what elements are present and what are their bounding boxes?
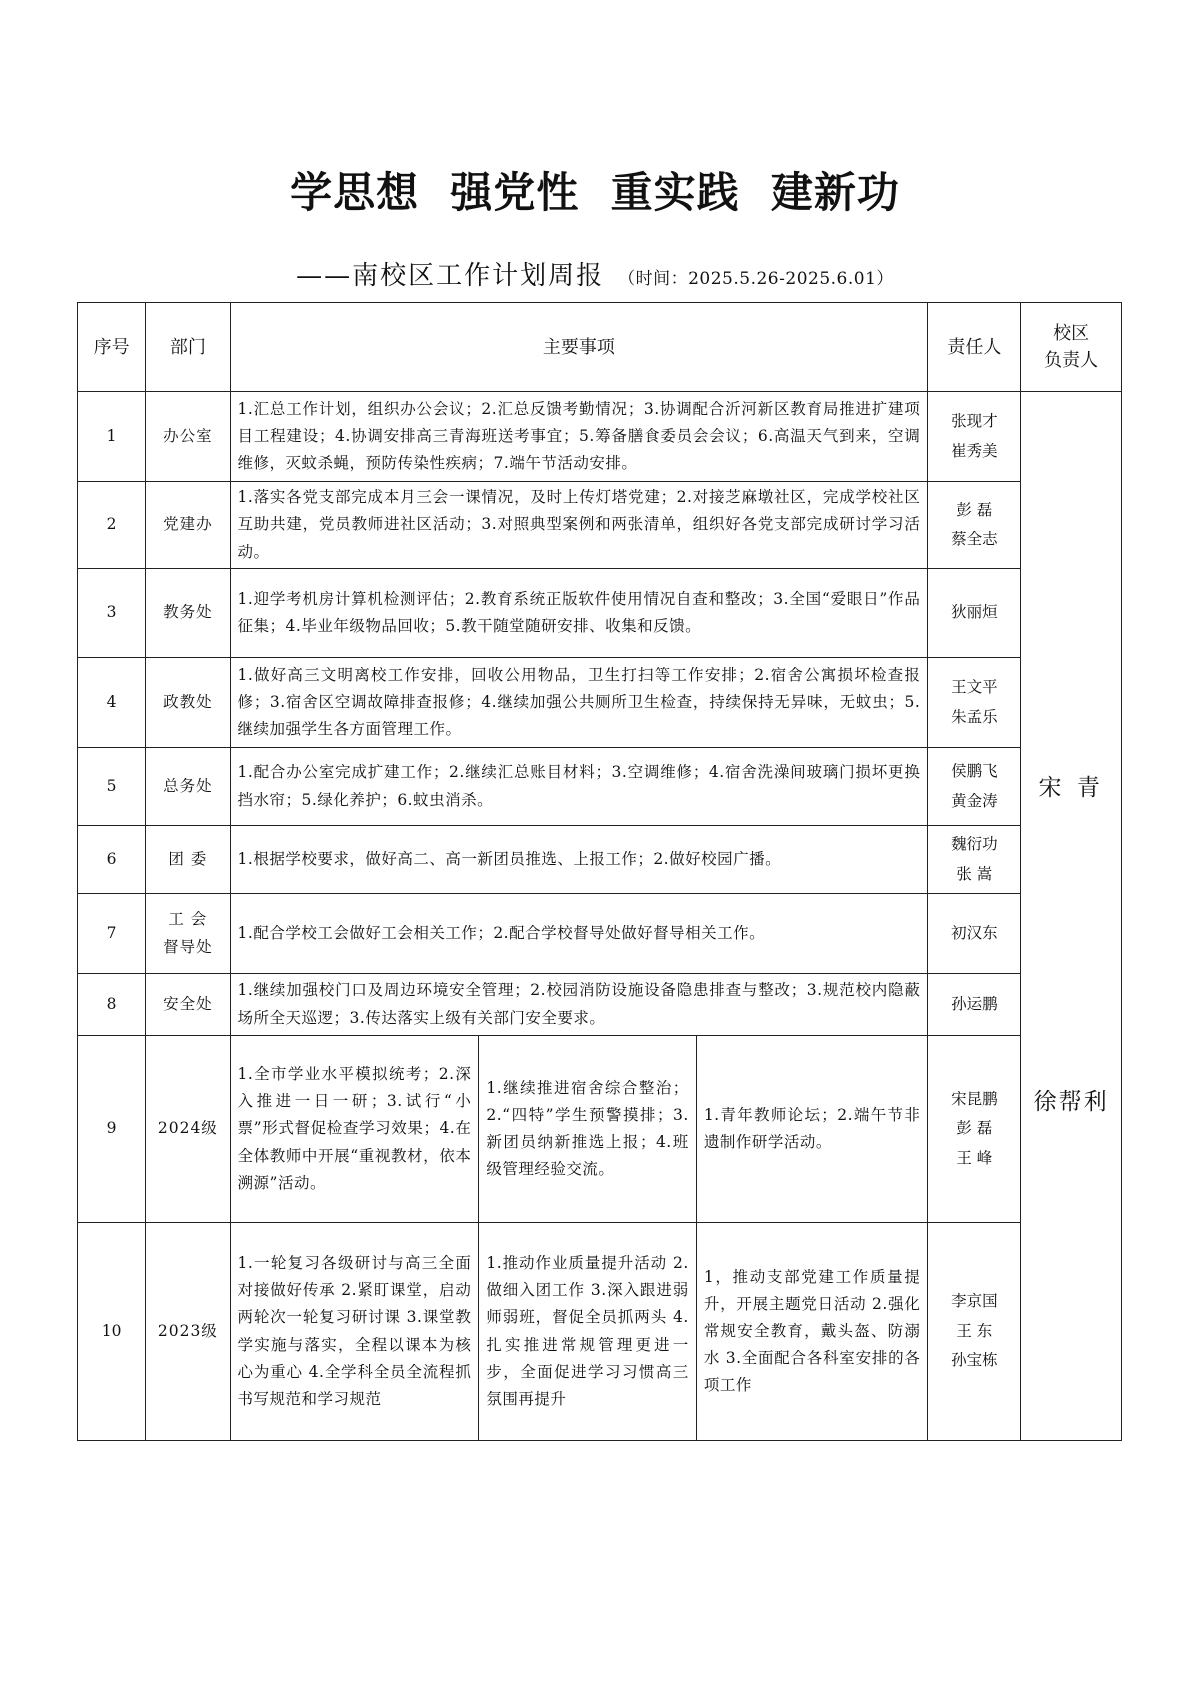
row-tasks: 1.配合办公室完成扩建工作；2.继续汇总账目材料；3.空调维修；4.宿舍洗澡间玻璃门损坏更换挡水帘；5.绿化养护；6.蚊虫消杀。 <box>230 748 928 826</box>
row-dept: 工 会 督导处 <box>146 894 230 974</box>
row-responsible: 彭 磊 蔡全志 <box>928 482 1021 569</box>
row-no: 3 <box>78 569 146 658</box>
row-no: 8 <box>78 974 146 1036</box>
row-dept: 教务处 <box>146 569 230 658</box>
table-row <box>78 826 1122 894</box>
header-tasks: 主要事项 <box>230 303 928 392</box>
row-task-col2: 1.继续推进宿舍综合整治；2.“四特”学生预警摸排；3.新团员纳新推选上报；4.班级管理经验交流。 <box>479 1036 696 1223</box>
row-tasks: 1.落实各党支部完成本月三会一课情况，及时上传灯塔党建；2.对接芝麻墩社区，完成学校社区互助共建，党员教师进社区活动；3.对照典型案例和两张清单，组织好各党支部完成研讨学习活动。 <box>230 482 928 569</box>
table-row <box>78 894 1122 974</box>
row-responsible: 张现才 崔秀美 <box>928 392 1021 482</box>
row-responsible: 侯鹏飞 黄金涛 <box>928 748 1021 826</box>
row-tasks: 1.汇总工作计划，组织办公会议；2.汇总反馈考勤情况；3.协调配合沂河新区教育局推进扩建项目工程建设；4.协调安排高三青海班送考事宜；5.筹备膳食委员会会议；6.高温天气到来，空调维修，灭蚊杀蝇，预防传染性疾病；7.端午节活动安排。 <box>230 392 928 482</box>
row-dept: 2024级 <box>146 1036 230 1223</box>
row-tasks: 1.做好高三文明离校工作安排，回收公用物品，卫生打扫等工作安排；2.宿舍公寓损坏检查报修；3.宿舍区空调故障排查报修；4.继续加强公共厕所卫生检查，持续保持无异味，无蚊虫；5.继续加强学生各方面管理工作。 <box>230 658 928 748</box>
row-dept: 办公室 <box>146 392 230 482</box>
row-responsible: 狄丽烜 <box>928 569 1021 658</box>
row-responsible: 魏衍功 张 嵩 <box>928 826 1021 894</box>
row-no: 6 <box>78 826 146 894</box>
row-no: 4 <box>78 658 146 748</box>
grade-row <box>78 1036 1122 1223</box>
row-no: 7 <box>78 894 146 974</box>
row-dept: 2023级 <box>146 1223 230 1441</box>
page-title: 学思想 强党性 重实践 建新功 <box>290 168 900 217</box>
row-responsible: 李京国 王 东 孙宝栋 <box>928 1223 1021 1441</box>
row-responsible: 王文平 朱孟乐 <box>928 658 1021 748</box>
row-task-col1: 1.全市学业水平模拟统考；2.深入推进一日一研；3.试行“小票”形式督促检查学习效果；4.在全体教师中开展“重视教材，依本溯源”活动。 <box>230 1036 479 1223</box>
row-no: 5 <box>78 748 146 826</box>
table-row <box>78 658 1122 748</box>
row-dept: 安全处 <box>146 974 230 1036</box>
table-row <box>78 748 1122 826</box>
header-no: 序号 <box>78 303 146 392</box>
campus-leader-1: 宋 青 <box>1038 775 1104 801</box>
row-dept: 党建办 <box>146 482 230 569</box>
row-responsible: 孙运鹏 <box>928 974 1021 1036</box>
grade-row <box>78 1223 1122 1441</box>
row-tasks: 1.配合学校工会做好工会相关工作；2.配合学校督导处做好督导相关工作。 <box>230 894 928 974</box>
row-dept: 团 委 <box>146 826 230 894</box>
row-no: 1 <box>78 392 146 482</box>
row-tasks: 1.继续加强校门口及周边环境安全管理；2.校园消防设施设备隐患排查与整改；3.规范校内隐蔽场所全天巡逻；3.传达落实上级有关部门安全要求。 <box>230 974 928 1036</box>
row-task-col3: 1.青年教师论坛；2.端午节非遗制作研学活动。 <box>696 1036 928 1223</box>
row-dept: 总务处 <box>146 748 230 826</box>
row-task-col2: 1.推动作业质量提升活动 2.做细入团工作 3.深入跟进弱师弱班，督促全员抓两头 4.扎实推进常规管理更进一步，全面促进学习习惯高三氛围再提升 <box>479 1223 696 1441</box>
row-tasks: 1.迎学考机房计算机检测评估；2.教育系统正版软件使用情况自查和整改；3.全国“爱眼日”作品征集；4.毕业年级物品回收；5.教干随堂随研安排、收集和反馈。 <box>230 569 928 658</box>
table-row <box>78 569 1122 658</box>
header-row <box>78 303 1122 392</box>
header-dept: 部门 <box>146 303 230 392</box>
subtitle-row <box>0 255 1190 292</box>
header-responsible: 责任人 <box>928 303 1021 392</box>
row-task-col1: 1.一轮复习各级研讨与高三全面对接做好传承 2.紧盯课堂，启动两轮次一轮复习研讨课 3.课堂教学实施与落实，全程以课本为核心为重心 4.全学科全员全流程抓书写规范和学习规范 <box>230 1223 479 1441</box>
header-campus-leader: 校区 负责人 <box>1021 303 1122 392</box>
subtitle: ——南校区工作计划周报 <box>296 261 605 291</box>
row-responsible: 初汉东 <box>928 894 1021 974</box>
row-no: 2 <box>78 482 146 569</box>
work-plan-table <box>77 302 1122 1441</box>
row-tasks: 1.根据学校要求，做好高二、高一新团员推选、上报工作；2.做好校园广播。 <box>230 826 928 894</box>
row-responsible: 宋昆鹏 彭 磊 王 峰 <box>928 1036 1021 1223</box>
table-row <box>78 392 1122 482</box>
row-dept: 政教处 <box>146 658 230 748</box>
row-no: 9 <box>78 1036 146 1223</box>
row-no: 10 <box>78 1223 146 1441</box>
campus-leader-cell <box>1021 392 1122 1441</box>
table-row <box>78 974 1122 1036</box>
campus-leader-2: 徐帮利 <box>1033 1089 1109 1115</box>
row-task-col3: 1，推动支部党建工作质量提升，开展主题党日活动 2.强化常规安全教育，戴头盔、防溺水 3.全面配合各科室安排的各项工作 <box>696 1223 928 1441</box>
date-range: （时间：2025.5.26-2025.6.01） <box>618 269 894 289</box>
table-row <box>78 482 1122 569</box>
